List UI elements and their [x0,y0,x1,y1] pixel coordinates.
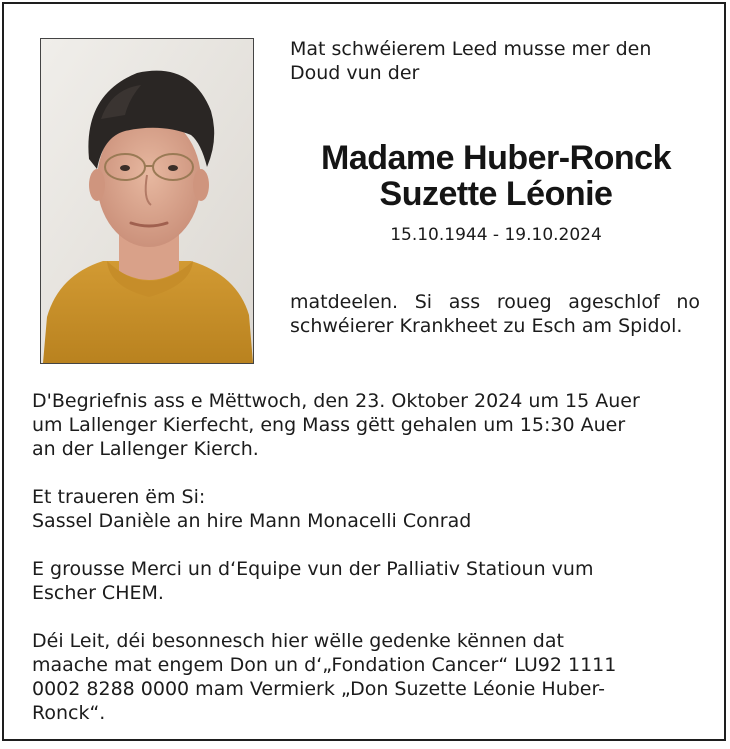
funeral-paragraph [32,389,702,461]
deceased-name [290,140,702,212]
funeral-line-3: an der Lallenger Kierch. [32,438,259,460]
name-line-1: Madame Huber-Ronck [321,139,671,177]
thanks-paragraph [32,557,702,605]
intro-text: Mat schwéierem Leed musse mer den Doud vun der [290,38,652,84]
mourners-heading: Et traueren ëm Si: [32,486,206,508]
mourners-paragraph [32,485,702,533]
donation-line-2: maache mat engem Don un d‘„Fondation Cancer“ LU92 1111 [32,654,617,676]
portrait-photo [40,38,254,364]
life-dates: 15.10.1944 - 19.10.2024 [390,225,602,245]
funeral-line-1: D'Begriefnis ass e Mëttwoch, den 23. Oktober 2024 um 15 Auer [32,390,640,412]
announcement-continuation: matdeelen. Si ass roueg ageschlof no schwéierer Krankheet zu Esch am Spidol. [290,291,700,337]
name-line-2: Suzette Léonie [379,175,613,213]
funeral-line-2: um Lallenger Kierfecht, eng Mass gëtt gehalen um 15:30 Auer [32,414,626,436]
mourners-names: Sassel Danièle an hire Mann Monacelli Conrad [32,510,472,532]
donation-paragraph [32,629,702,725]
thanks-line-1: E grousse Merci un d‘Equipe vun der Palliativ Statioun vum [32,558,594,580]
thanks-line-2: Escher CHEM. [32,582,164,604]
notice-body [32,389,702,749]
donation-line-1: Déi Leit, déi besonnesch hier wëlle gedenke kënnen dat [32,630,564,652]
donation-line-4: Ronck“. [32,702,106,724]
donation-line-3: 0002 8288 0000 mam Vermierk „Don Suzette Léonie Huber- [32,678,605,700]
